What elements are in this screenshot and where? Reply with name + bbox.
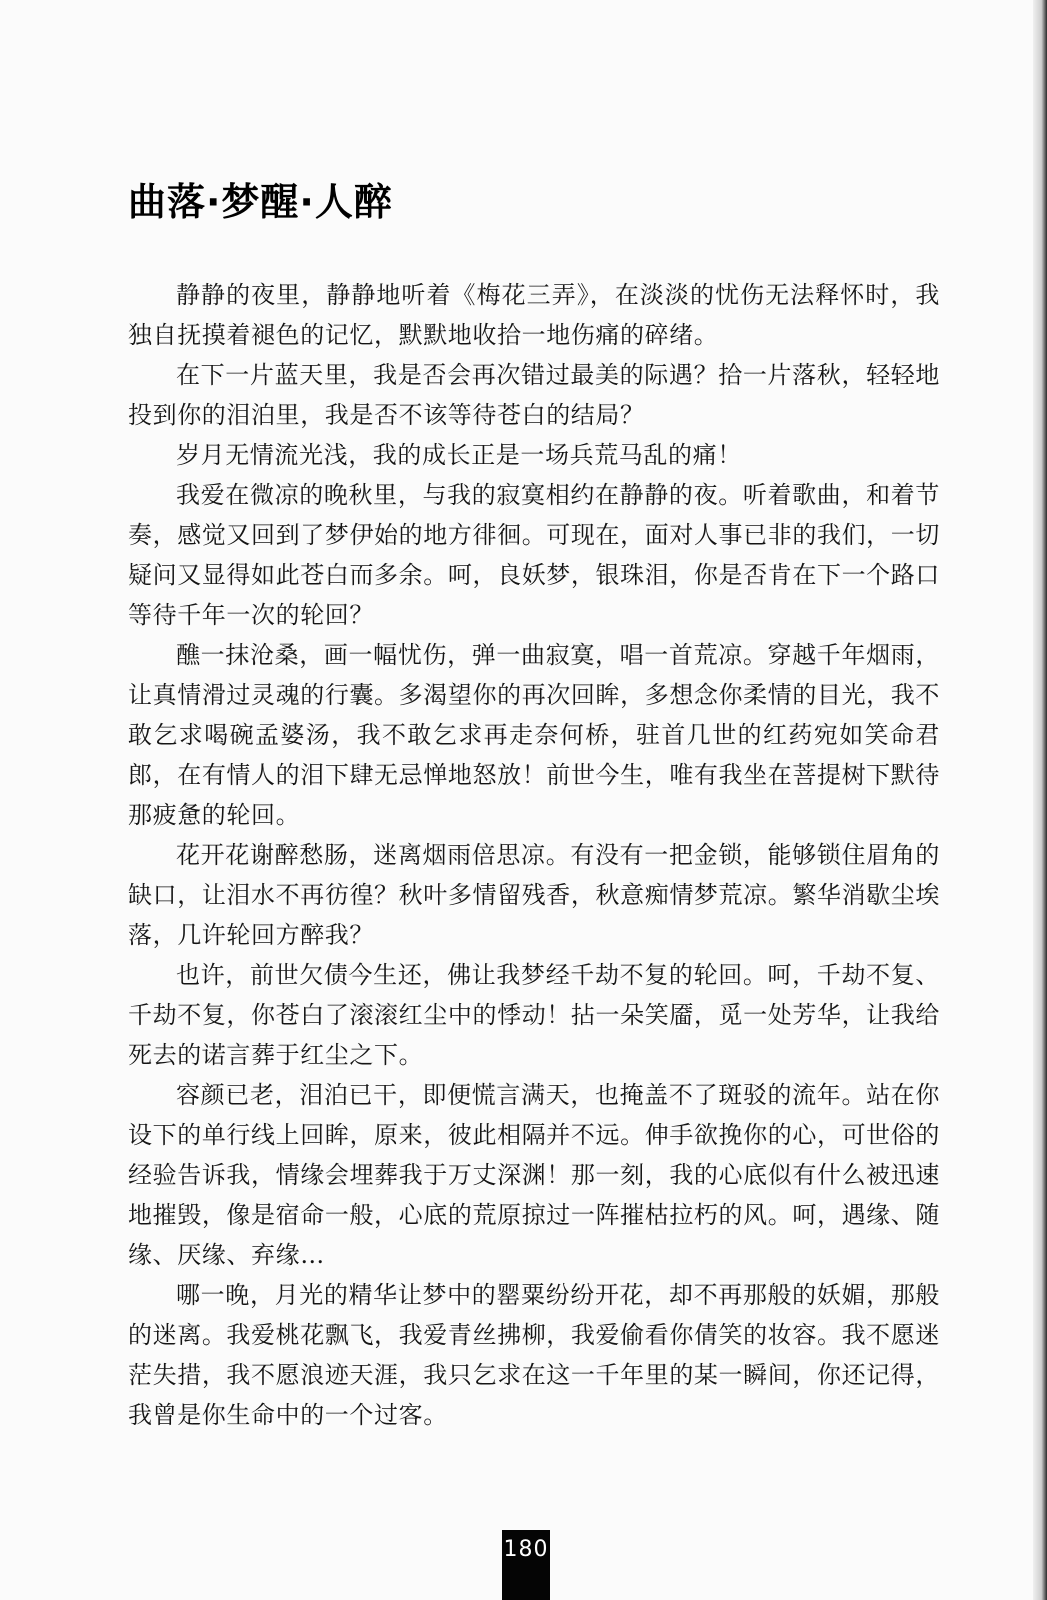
paragraph: 静静的夜里，静静地听着《梅花三弄》，在淡淡的忧伤无法释怀时，我独自抚摸着褪色的记忆，默默地收拾一地伤痛的碎绪。 — [128, 281, 940, 349]
paragraph: 醮一抹沧桑，画一幅忧伤，弹一曲寂寞，唱一首荒凉。穿越千年烟雨，让真情滑过灵魂的行囊。多渴望你的再次回眸，多想念你柔情的目光，我不敢乞求喝碗孟婆汤，我不敢乞求再走奈何桥，驻首几世的红药宛如笑命君郎，在有情人的泪下肆无忌惮地怒放！前世今生，唯有我坐在菩提树下默待那疲惫的轮回。 — [128, 641, 940, 829]
paragraph: 我爱在微凉的晚秋里，与我的寂寞相约在静静的夜。听着歌曲，和着节奏，感觉又回到了梦伊始的地方徘徊。可现在，面对人事已非的我们，一切疑问又显得如此苍白而多余。呵，良妖梦，银珠泪，你是否肯在下一个路口等待千年一次的轮回？ — [128, 481, 940, 629]
chapter-title: 曲落·梦醒·人醉 — [128, 180, 393, 224]
paragraph: 哪一晚，月光的精华让梦中的罂粟纷纷开花，却不再那般的妖媚，那般的迷离。我爱桃花飘飞，我爱青丝拂柳，我爱偷看你倩笑的妆容。我不愿迷茫失措，我不愿浪迹天涯，我只乞求在这一千年里的某一瞬间，你还记得，我曾是你生命中的一个过客。 — [128, 1281, 940, 1429]
paragraph: 岁月无情流光浅，我的成长正是一场兵荒马乱的痛！ — [176, 441, 742, 469]
paragraph: 在下一片蓝天里，我是否会再次错过最美的际遇？拾一片落秋，轻轻地投到你的泪泊里，我是否不该等待苍白的结局？ — [128, 361, 940, 429]
paragraph: 花开花谢醉愁肠，迷离烟雨倍思凉。有没有一把金锁，能够锁住眉角的缺口，让泪水不再彷徨？秋叶多情留残香，秋意痴情梦荒凉。繁华消歇尘埃落，几许轮回方醉我？ — [128, 841, 940, 949]
paragraph: 也许，前世欠债今生还，佛让我梦经千劫不复的轮回。呵，千劫不复、千劫不复，你苍白了滚滚红尘中的悸动！拈一朵笑靥，觅一处芳华，让我给死去的诺言葬于红尘之下。 — [128, 961, 940, 1069]
chapter-body — [128, 275, 940, 1435]
page-number: 180 — [502, 1530, 550, 1600]
paragraph: 容颜已老，泪泊已干，即便慌言满天，也掩盖不了斑驳的流年。站在你设下的单行线上回眸，原来，彼此相隔并不远。伸手欲挽你的心，可世俗的经验告诉我，情缘会埋葬我于万丈深渊！那一刻，我的心底似有什么被迅速地摧毁，像是宿命一般，心底的荒原掠过一阵摧枯拉朽的风。呵，遇缘、随缘、厌缘、弃缘… — [128, 1081, 940, 1269]
page-edge-shadow — [1033, 0, 1047, 1600]
